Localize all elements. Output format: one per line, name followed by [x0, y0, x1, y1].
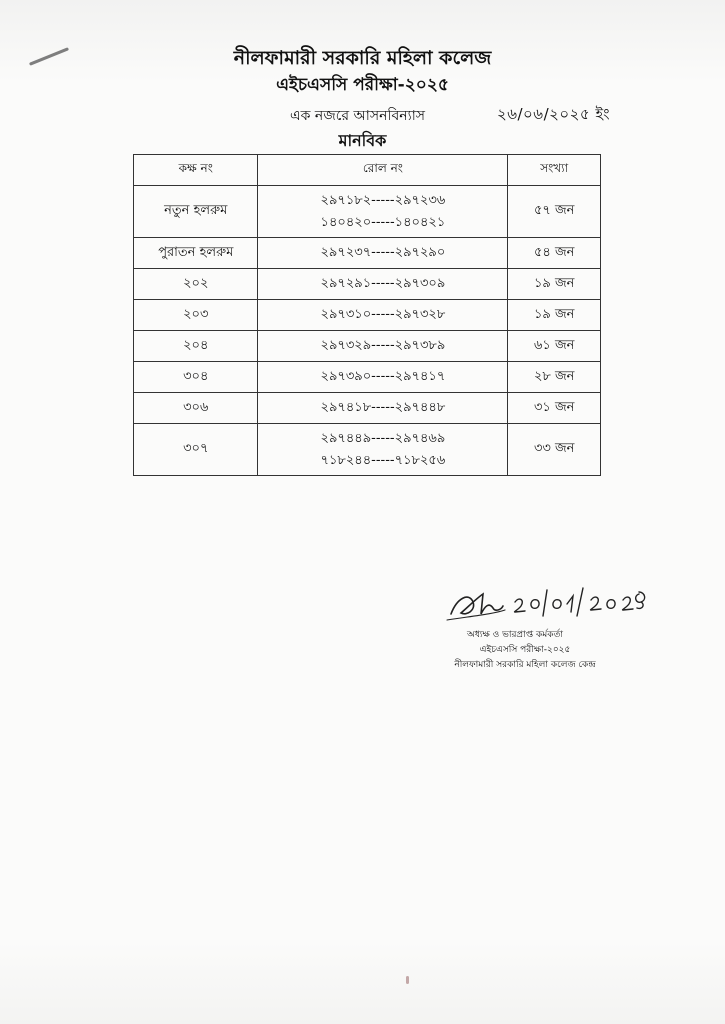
roll-range: ২৯৭৪৪৯-----২৯৭৪৬৯ — [320, 430, 446, 446]
room-cell: ৩০৪ — [134, 362, 258, 393]
room-cell: পুরাতন হলরুম — [134, 238, 258, 269]
room-cell: ২০৪ — [134, 331, 258, 362]
room-cell: নতুন হলরুম — [134, 186, 258, 238]
count-cell: ৩১ জন — [508, 393, 601, 424]
table-row — [134, 393, 601, 424]
count-cell: ১৯ জন — [508, 269, 601, 300]
seat-plan-subtitle: এক নজরে আসনবিন্যাস — [290, 108, 426, 124]
roll-range: ২৯৭৪১৮-----২৯৭৪৪৮ — [320, 400, 446, 415]
table-row — [134, 362, 601, 393]
handwritten-signature — [443, 580, 653, 630]
table-header-row — [134, 155, 601, 186]
count-cell: ৫৭ জন — [508, 186, 601, 238]
room-cell: ৩০৭ — [134, 424, 258, 476]
count-cell: ৩৩ জন — [508, 424, 601, 476]
roll-cell — [258, 186, 508, 238]
roll-range: ২৯৭১৮২-----২৯৭২৩৬ — [320, 192, 446, 208]
roll-cell — [258, 362, 508, 393]
roll-range: ২৯৭২৩৭-----২৯৭২৯০ — [320, 245, 446, 260]
count-cell: ১৯ জন — [508, 300, 601, 331]
roll-cell — [258, 300, 508, 331]
room-cell: ৩০৬ — [134, 393, 258, 424]
table-row — [134, 300, 601, 331]
roll-cell — [258, 331, 508, 362]
group-title: মানবিক — [338, 131, 387, 150]
table-row — [134, 424, 601, 476]
signatory-exam: এইচএসসি পরীক্ষা-২০২৫ — [479, 645, 571, 655]
signatory-designation: অধ্যক্ষ ও ভারপ্রাপ্ত কর্মকর্তা — [467, 630, 563, 640]
exam-title: এইচএসসি পরীক্ষা-২০২৫ — [276, 75, 449, 95]
paper-mark — [406, 976, 409, 984]
header-room: কক্ষ নং — [134, 155, 258, 186]
count-cell: ৫৪ জন — [508, 238, 601, 269]
table-row — [134, 186, 601, 238]
roll-range: ২৯৭৩৯০-----২৯৭৪১৭ — [320, 369, 446, 384]
college-title: নীলফামারী সরকারি মহিলা কলেজ — [233, 47, 492, 69]
roll-cell — [258, 393, 508, 424]
count-cell: ৬১ জন — [508, 331, 601, 362]
roll-cell — [258, 424, 508, 476]
room-cell: ২০২ — [134, 269, 258, 300]
roll-range: ৭১৮২৪৪-----৭১৮২৫৬ — [320, 452, 446, 468]
table-row — [134, 331, 601, 362]
table-row — [134, 238, 601, 269]
roll-range: ২৯৭৩২৯-----২৯৭৩৮৯ — [320, 338, 446, 353]
roll-cell — [258, 238, 508, 269]
roll-range: ২৯৭২৯১-----২৯৭৩০৯ — [320, 276, 446, 291]
roll-range: ২৯৭৩১০-----২৯৭৩২৮ — [320, 307, 446, 322]
seat-plan-table — [133, 154, 601, 476]
header-count: সংখ্যা — [508, 155, 601, 186]
roll-cell — [258, 269, 508, 300]
roll-range: ১৪০৪২০-----১৪০৪২১ — [320, 214, 446, 230]
room-cell: ২০৩ — [134, 300, 258, 331]
header-roll: রোল নং — [258, 155, 508, 186]
document-date: ২৬/০৬/২০২৫ ইং — [497, 105, 611, 123]
signatory-center: নীলফামারী সরকারি মহিলা কলেজ কেন্দ্র — [454, 660, 596, 670]
table-row — [134, 269, 601, 300]
count-cell: ২৮ জন — [508, 362, 601, 393]
